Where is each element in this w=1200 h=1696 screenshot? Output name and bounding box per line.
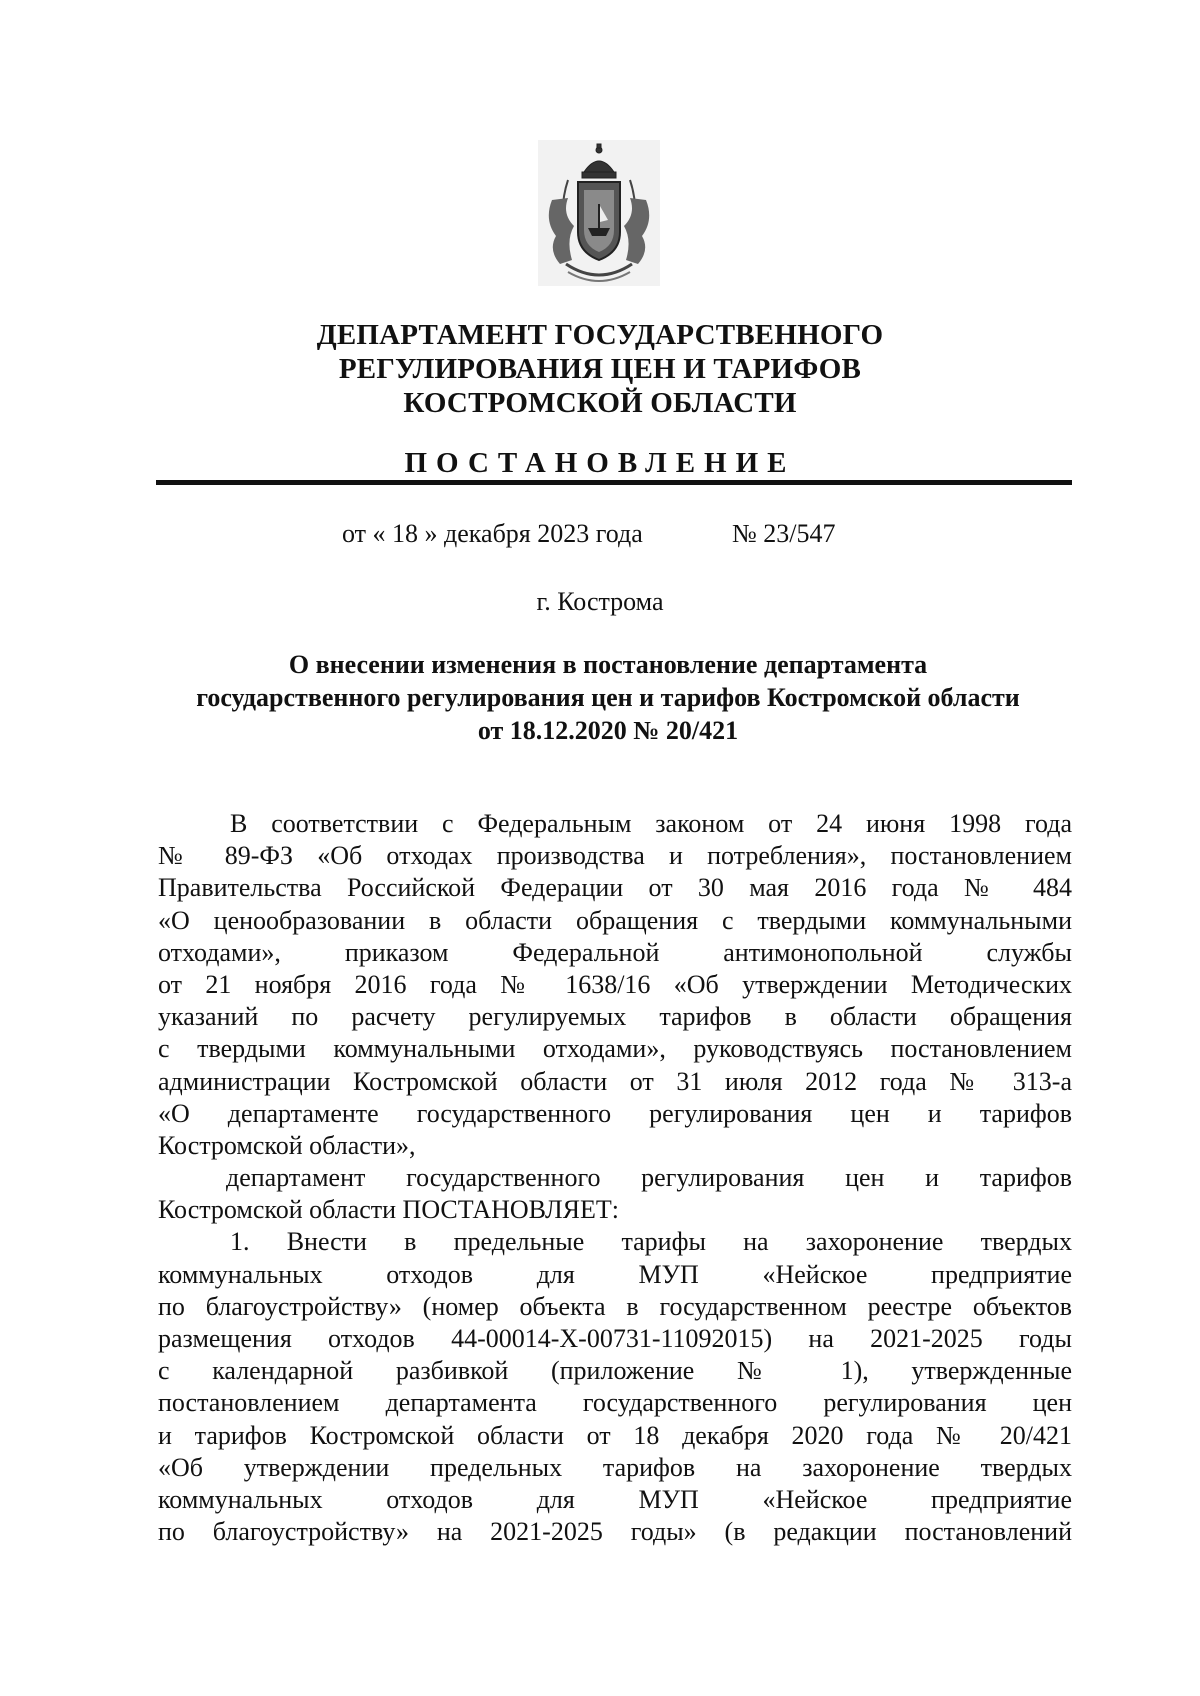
subject-line: О внесении изменения в постановление департамента [288, 650, 928, 679]
document-subject [140, 648, 1076, 747]
body-line: 1. Внести в предельные тарифы на захоронение твердых [230, 1227, 1072, 1257]
body-line: Костромской области ПОСТАНОВЛЯЕТ: [158, 1195, 619, 1225]
department-name [0, 318, 1200, 420]
department-name-line: РЕГУЛИРОВАНИЯ ЦЕН И ТАРИФОВ [338, 353, 862, 385]
document-number: № 23/547 [732, 519, 836, 548]
body-line: «Об утверждении предельных тарифов на захоронение твердых [158, 1452, 1072, 1482]
body-line: коммунальных отходов для МУП «Нейское предприятие [158, 1484, 1072, 1514]
document-body [158, 808, 1072, 1548]
body-line: по благоустройству» (номер объекта в государственном реестре объектов [158, 1291, 1072, 1321]
body-line: по благоустройству» на 2021-2025 годы» (в редакции постановлений [158, 1517, 1072, 1547]
document-city: г. Кострома [536, 587, 664, 616]
body-line: Костромской области», [158, 1130, 416, 1160]
body-line: с твердыми коммунальными отходами», руководствуясь постановлением [158, 1034, 1072, 1064]
kostroma-coat-of-arms-icon [538, 140, 660, 286]
department-name-line: КОСТРОМСКОЙ ОБЛАСТИ [403, 387, 797, 419]
body-line: В соответствии с Федеральным законом от 24 июня 1998 года [230, 809, 1072, 838]
body-line: указаний по расчету регулируемых тарифов в области обращения [158, 1002, 1072, 1032]
body-line: коммунальных отходов для МУП «Нейское предприятие [158, 1259, 1072, 1289]
body-line: администрации Костромской области от 31 июля 2012 года № 313-а [158, 1066, 1072, 1096]
body-line: размещения отходов 44-00014-Х-00731-11092015) на 2021-2025 годы [158, 1324, 1072, 1353]
body-line: департамент государственного регулирования цен и тарифов [226, 1163, 1072, 1193]
body-line: «О департаменте государственного регулирования цен и тарифов [158, 1098, 1072, 1128]
subject-line: государственного регулирования цен и тарифов Костромской области [196, 683, 1020, 712]
department-name-line: ДЕПАРТАМЕНТ ГОСУДАРСТВЕННОГО [316, 319, 884, 351]
body-line: отходами», приказом Федеральной антимонопольной службы [158, 937, 1072, 967]
document-kind: ПОСТАНОВЛЕНИЕ [404, 447, 796, 479]
subject-line: от 18.12.2020 № 20/421 [477, 716, 739, 745]
body-line: постановлением департамента государственного регулирования цен [158, 1388, 1072, 1418]
body-line: от 21 ноября 2016 года № 1638/16 «Об утверждении Методических [158, 969, 1072, 999]
body-line: и тарифов Костромской области от 18 декабря 2020 года № 20/421 [158, 1420, 1072, 1450]
body-line: Правительства Российской Федерации от 30 мая 2016 года № 484 [158, 873, 1072, 903]
document-date: от « 18 » декабря 2023 года [342, 519, 643, 548]
body-line: № 89-ФЗ «Об отходах производства и потребления», постановлением [158, 841, 1072, 871]
body-line: с календарной разбивкой (приложение № 1), утвержденные [158, 1356, 1072, 1386]
body-line: «О ценообразовании в области обращения с твердыми коммунальными [158, 905, 1072, 935]
header-divider [156, 480, 1072, 485]
